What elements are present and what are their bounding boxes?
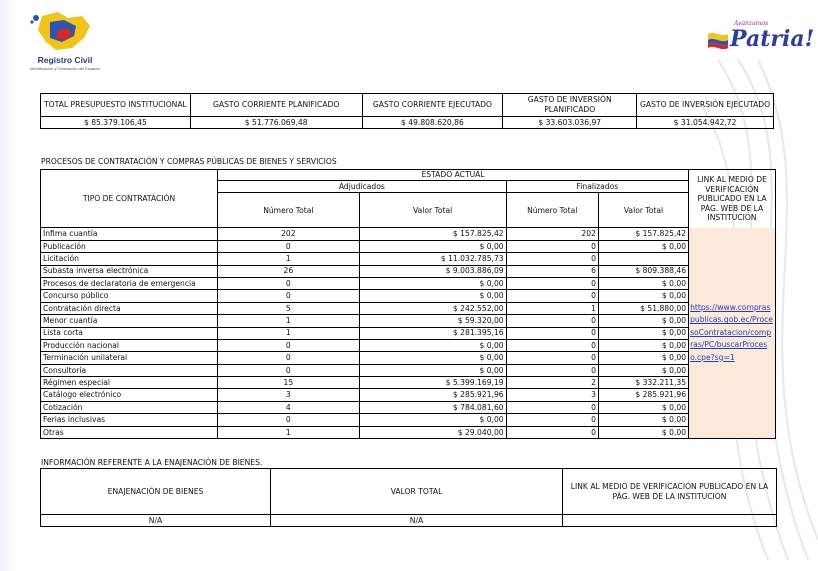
fin-numero-cell: 202 <box>506 228 598 240</box>
left-edge-decoration <box>0 0 14 571</box>
adj-valor-cell: $ 0,00 <box>359 364 506 376</box>
table-row <box>41 228 776 240</box>
adj-valor-cell: $ 5.399.169,19 <box>359 377 506 389</box>
fin-numero-cell: 0 <box>506 290 598 302</box>
enajenacion-col1-header: ENAJENACIÓN DE BIENES <box>41 469 271 515</box>
adj-numero-cell: 3 <box>218 389 360 401</box>
fin-valor-cell: $ 0,00 <box>598 339 688 351</box>
fin-numero-cell: 0 <box>506 277 598 289</box>
adj-numero-cell: 0 <box>218 339 360 351</box>
fin-valor-cell: $ 0,00 <box>598 290 688 302</box>
adj-valor-cell: $ 281.395,16 <box>359 327 506 339</box>
tipo-cell: Subasta inversa electrónica <box>41 265 218 277</box>
logo-patria-tagline: Avanzamos <box>734 20 769 27</box>
adj-valor-cell: $ 0,00 <box>359 240 506 252</box>
enajenacion-val1: N/A <box>41 515 271 527</box>
link-cell <box>689 228 776 439</box>
fin-valor-cell: $ 157.825,42 <box>598 228 688 240</box>
tipo-cell: Producción nacional <box>41 339 218 351</box>
budget-header: GASTO CORRIENTE PLANIFICADO <box>190 94 362 117</box>
logo-title: Registro Civil <box>37 55 93 65</box>
fin-valor-cell: $ 0,00 <box>598 315 688 327</box>
fin-valor-cell: $ 0,00 <box>598 327 688 339</box>
budget-value: $ 33.603.036,97 <box>503 117 637 129</box>
budget-header: TOTAL PRESUPUESTO INSTITUCIONAL <box>41 94 191 117</box>
adj-valor-cell: $ 11.032.785,73 <box>359 253 506 265</box>
table-row <box>41 265 776 277</box>
fin-numero-cell: 0 <box>506 352 598 364</box>
fin-numero-cell: 0 <box>506 253 598 265</box>
enajenacion-col3-header: LINK AL MEDIO DE VERIFICACIÓN PUBLICADO EN LA PÁG. WEB DE LA INSTITUCIÓN <box>563 469 777 515</box>
enajenacion-section-title: INFORMACIÓN REFERENTE A LA ENAJENACIÓN DE BIENES. <box>41 458 263 467</box>
budget-header: GASTO DE INVERSIÓN EJECUTADO <box>637 94 774 117</box>
table-row <box>41 339 776 351</box>
fin-valor-cell: $ 809.388,46 <box>598 265 688 277</box>
fin-numero-cell: 0 <box>506 315 598 327</box>
fin-valor-cell: $ 332.211,35 <box>598 377 688 389</box>
adj-numero-cell: 1 <box>218 315 360 327</box>
budget-table <box>40 93 774 129</box>
fin-numero-cell: 6 <box>506 265 598 277</box>
budget-value: $ 31.054.942,72 <box>637 117 774 129</box>
fin-valor-cell: $ 0,00 <box>598 277 688 289</box>
fin-valor-header: Valor Total <box>598 193 688 228</box>
budget-header: GASTO CORRIENTE EJECUTADO <box>362 94 503 117</box>
adj-valor-cell: $ 157.825,42 <box>359 228 506 240</box>
tipo-cell: Otras <box>41 426 218 438</box>
table-row <box>41 377 776 389</box>
flag-icon <box>706 28 730 58</box>
adj-numero-cell: 0 <box>218 290 360 302</box>
table-row <box>41 364 776 376</box>
adj-numero-cell: 1 <box>218 426 360 438</box>
table-row <box>41 426 776 438</box>
tipo-cell: Consultoría <box>41 364 218 376</box>
enajenacion-table <box>40 468 777 527</box>
table-row <box>41 290 776 302</box>
tipo-cell: Licitación <box>41 253 218 265</box>
enajenacion-value-row <box>41 515 777 527</box>
table-row <box>41 352 776 364</box>
adj-valor-cell: $ 0,00 <box>359 277 506 289</box>
adj-numero-cell: 15 <box>218 377 360 389</box>
fin-valor-cell: $ 285.921,96 <box>598 389 688 401</box>
fin-numero-cell: 0 <box>506 414 598 426</box>
budget-header-row <box>41 94 774 117</box>
enajenacion-val3 <box>563 515 777 527</box>
fin-numero-cell: 2 <box>506 377 598 389</box>
tipo-cell: Publicación <box>41 240 218 252</box>
adj-valor-cell: $ 0,00 <box>359 414 506 426</box>
estado-actual-header: ESTADO ACTUAL <box>218 170 689 181</box>
tipo-cell: Menor cuantía <box>41 315 218 327</box>
tipo-cell: Terminación unilateral <box>41 352 218 364</box>
adj-numero-cell: 4 <box>218 401 360 413</box>
adjudicados-header: Adjudicados <box>218 181 507 193</box>
budget-value-row <box>41 117 774 129</box>
adj-valor-cell: $ 784.081,60 <box>359 401 506 413</box>
fin-numero-cell: 0 <box>506 364 598 376</box>
adj-numero-cell: 1 <box>218 327 360 339</box>
budget-value: $ 49.808.620,86 <box>362 117 503 129</box>
adj-valor-cell: $ 9.003.886,09 <box>359 265 506 277</box>
table-row <box>41 414 776 426</box>
budget-value: $ 51.776.069,48 <box>190 117 362 129</box>
fin-valor-cell: $ 0,00 <box>598 401 688 413</box>
table-row <box>41 327 776 339</box>
tipo-cell: Ínfima cuantía <box>41 228 218 240</box>
table-row <box>41 315 776 327</box>
fin-numero-cell: 3 <box>506 389 598 401</box>
table-row <box>41 240 776 252</box>
budget-header: GASTO DE INVERSIÓN PLANIFICADO <box>503 94 637 117</box>
fin-valor-cell: $ 0,00 <box>598 364 688 376</box>
tipo-cell: Lista corta <box>41 327 218 339</box>
contracting-section-title: PROCESOS DE CONTRATACIÓN Y COMPRAS PÚBLICAS DE BIENES Y SERVICIOS <box>41 157 337 166</box>
adj-valor-cell: $ 29.040,00 <box>359 426 506 438</box>
fin-valor-cell: $ 0,00 <box>598 240 688 252</box>
fin-valor-cell: $ 0,00 <box>598 414 688 426</box>
tipo-header: TIPO DE CONTRATACIÓN <box>41 170 218 228</box>
enajenacion-header-row <box>41 469 777 515</box>
adj-valor-cell: $ 242.552,00 <box>359 302 506 314</box>
fin-numero-cell: 0 <box>506 426 598 438</box>
adj-valor-header: Valor Total <box>359 193 506 228</box>
tipo-cell: Ferias inclusivas <box>41 414 218 426</box>
contracting-table-body <box>41 170 776 439</box>
adj-numero-cell: 0 <box>218 364 360 376</box>
adj-valor-cell: $ 285.921,96 <box>359 389 506 401</box>
ecuador-map-icon <box>24 8 106 56</box>
tipo-cell: Catálogo electrónico <box>41 389 218 401</box>
tipo-cell: Contratación directa <box>41 302 218 314</box>
contracting-header-row-1 <box>41 170 776 181</box>
adj-numero-cell: 26 <box>218 265 360 277</box>
patria-logo <box>706 18 815 64</box>
fin-numero-cell: 0 <box>506 339 598 351</box>
fin-numero-cell: 1 <box>506 302 598 314</box>
enajenacion-col2-header: VALOR TOTAL <box>271 469 563 515</box>
adj-numero-cell: 0 <box>218 240 360 252</box>
enajenacion-val2: N/A <box>271 515 563 527</box>
adj-numero-header: Número Total <box>218 193 360 228</box>
table-row <box>41 253 776 265</box>
adj-valor-cell: $ 0,00 <box>359 352 506 364</box>
fin-numero-cell: 0 <box>506 401 598 413</box>
fin-valor-cell <box>598 253 688 265</box>
fin-valor-cell: $ 0,00 <box>598 352 688 364</box>
logo-patria-title: Patria! <box>730 26 815 52</box>
adj-numero-cell: 0 <box>218 352 360 364</box>
fin-numero-header: Número Total <box>506 193 598 228</box>
tipo-cell: Cotización <box>41 401 218 413</box>
finalizados-header: Finalizados <box>506 181 688 193</box>
verification-link[interactable]: https://www.compraspublicas.gob.ec/ProcesoContratacion/compras/PC/buscarProceso.cpe?sg=1 <box>690 302 773 362</box>
table-row <box>41 302 776 314</box>
adj-numero-cell: 0 <box>218 277 360 289</box>
tipo-cell: Concurso público <box>41 290 218 302</box>
tipo-cell: Régimen especial <box>41 377 218 389</box>
table-row <box>41 389 776 401</box>
table-row <box>41 401 776 413</box>
fin-numero-cell: 0 <box>506 327 598 339</box>
adj-numero-cell: 5 <box>218 302 360 314</box>
link-header: LINK AL MEDIO DE VERIFICACIÓN PUBLICADO EN LA PÁG. WEB DE LA INSTITUCIÓN <box>689 170 776 228</box>
adj-numero-cell: 0 <box>218 414 360 426</box>
adj-valor-cell: $ 0,00 <box>359 339 506 351</box>
table-row <box>41 277 776 289</box>
fin-numero-cell: 0 <box>506 240 598 252</box>
fin-valor-cell: $ 0,00 <box>598 426 688 438</box>
contracting-table <box>40 169 776 439</box>
adj-numero-cell: 202 <box>218 228 360 240</box>
registro-civil-logo <box>24 8 106 80</box>
tipo-cell: Procesos de declaratoria de emergencia <box>41 277 218 289</box>
adj-valor-cell: $ 59.320,00 <box>359 315 506 327</box>
adj-valor-cell: $ 0,00 <box>359 290 506 302</box>
fin-valor-cell: $ 51.880,00 <box>598 302 688 314</box>
logo-subtitle: Identificación y Cedulación del Ecuador <box>29 66 101 71</box>
adj-numero-cell: 1 <box>218 253 360 265</box>
budget-value: $ 85.379.106,45 <box>41 117 191 129</box>
